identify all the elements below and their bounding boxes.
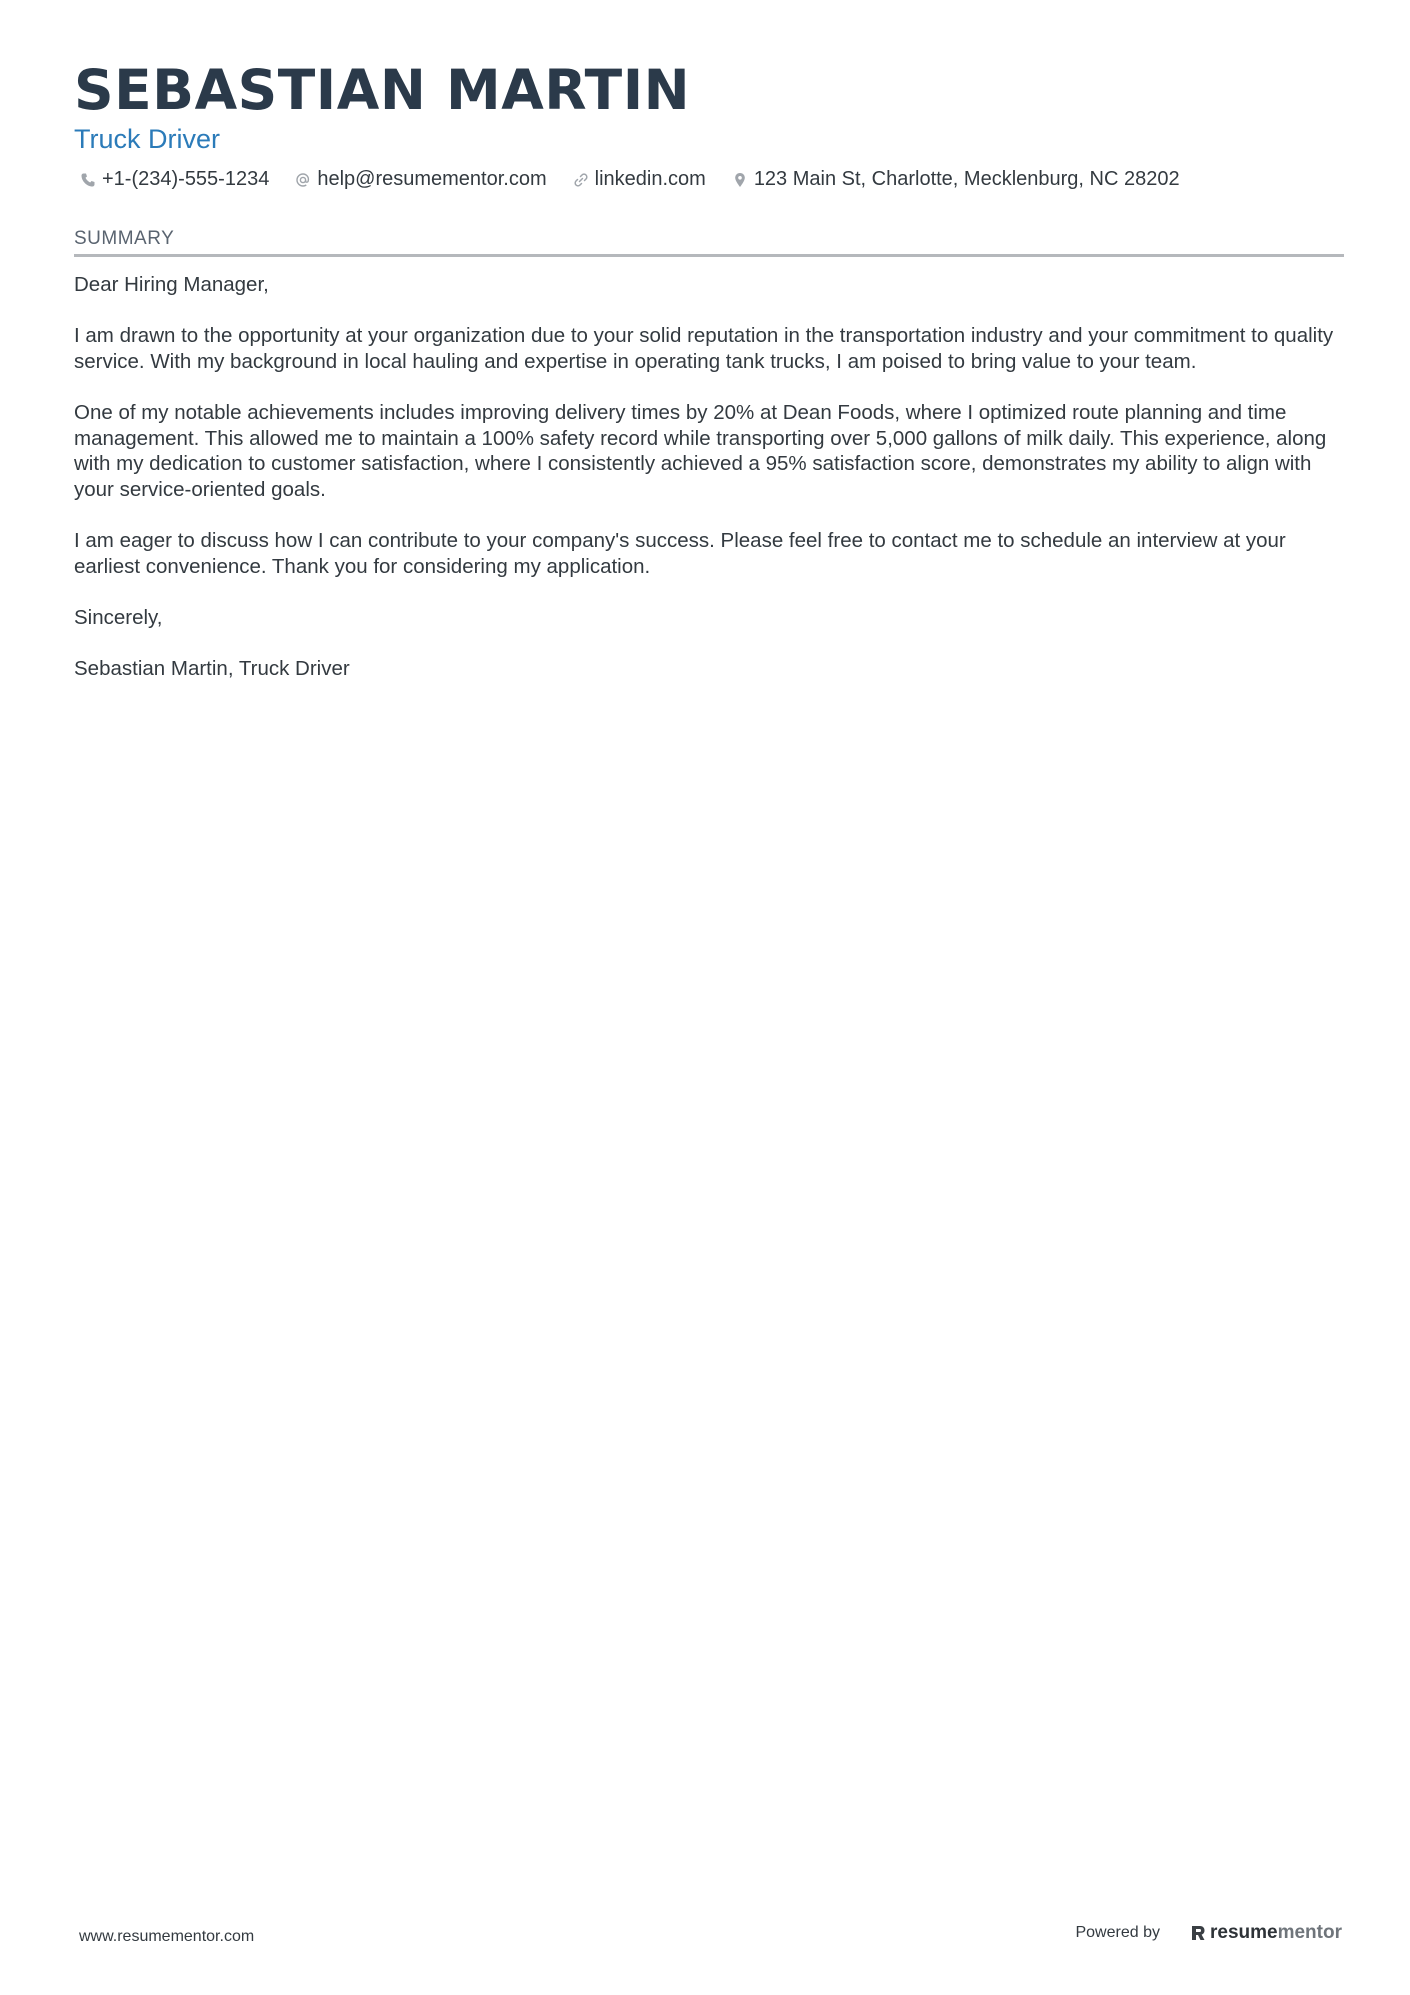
letter-greeting: Dear Hiring Manager, (74, 273, 269, 296)
powered-by-label: Powered by (1075, 1924, 1160, 1941)
resumementor-logo-icon (1190, 1924, 1206, 1942)
section-title-summary: SUMMARY (74, 228, 1344, 257)
brand-name-part2: mentor (1277, 1922, 1342, 1943)
cover-letter-body (74, 272, 1344, 707)
contact-phone (80, 168, 269, 191)
at-icon (295, 172, 311, 188)
location-pin-icon (732, 172, 748, 188)
contact-address (732, 168, 1180, 191)
footer-website[interactable]: www.resumementor.com (79, 1928, 255, 1945)
email-text[interactable]: help@resumementor.com (317, 168, 547, 190)
contact-email[interactable] (295, 168, 546, 191)
link-icon (573, 172, 589, 188)
letter-paragraph: I am drawn to the opportunity at your organization due to your solid reputation in the transportation industry and your commitment to quality service. With my background in local hauling and expertise in operating tank trucks, I am poised to bring value to your team. (74, 324, 1334, 373)
contact-website[interactable] (573, 168, 706, 191)
brand-name-part1: resume (1209, 1922, 1278, 1943)
address-text: 123 Main St, Charlotte, Mecklenburg, NC 28202 (753, 168, 1180, 190)
footer-brand (1075, 1922, 1342, 1944)
phone-icon (80, 172, 96, 188)
job-title: Truck Driver (74, 124, 220, 154)
contact-bar (80, 168, 1206, 191)
phone-text: +1-(234)-555-1234 (102, 168, 270, 190)
letter-paragraph: I am eager to discuss how I can contribute to your company's success. Please feel free to contact me to schedule an interview at your earliest convenience. Thank you for considering my application. (74, 528, 1286, 578)
website-text[interactable]: linkedin.com (594, 168, 706, 190)
letter-closing: Sincerely, (74, 605, 163, 629)
header (74, 58, 1344, 156)
candidate-name: SEBASTIAN MARTIN (74, 58, 691, 122)
brand-logo-wordmark[interactable] (1190, 1922, 1342, 1944)
letter-paragraph: One of my notable achievements includes improving delivery times by 20% at Dean Foods, where I optimized route planning and time management. This allowed me to maintain a 100% safety record while transporting over 5,000 gallons of milk daily. This experience, along with my dedication to customer satisfaction, where I consistently achieved a 95% satisfaction score, demonstrates my ability to align with your service-oriented goals. (74, 400, 1327, 501)
letter-signature: Sebastian Martin, Truck Driver (74, 656, 350, 680)
